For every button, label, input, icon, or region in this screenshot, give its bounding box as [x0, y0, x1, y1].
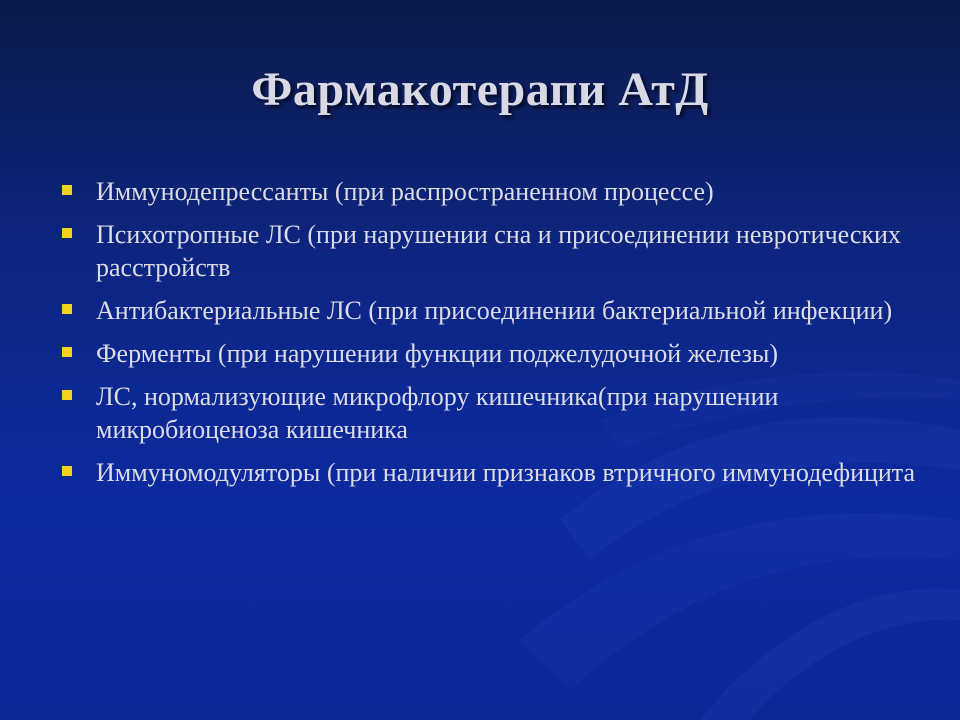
list-item — [60, 175, 920, 208]
square-bullet-icon — [62, 304, 72, 314]
square-bullet-icon — [62, 185, 72, 195]
list-item-text: Ферменты (при нарушении функции поджелудочной железы) — [96, 339, 779, 368]
square-bullet-icon — [62, 466, 72, 476]
list-item — [60, 380, 920, 446]
list-item — [60, 456, 920, 489]
list-item — [60, 337, 920, 370]
list-item-text: Антибактериальные ЛС (при присоединении бактериальной инфекции) — [96, 296, 893, 325]
square-bullet-icon — [62, 347, 72, 357]
list-item — [60, 218, 920, 284]
list-item-text: ЛС, нормализующие микрофлору кишечника(при нарушении микробиоценоза кишечника — [96, 382, 779, 444]
square-bullet-icon — [62, 228, 72, 238]
square-bullet-icon — [62, 390, 72, 400]
bullet-list — [60, 175, 920, 499]
list-item — [60, 294, 920, 327]
list-item-text: Психотропные ЛС (при нарушении сна и присоединении невротических расстройств — [96, 220, 901, 282]
list-item-text: Иммунодепрессанты (при распространенном процессе) — [96, 177, 714, 206]
list-item-text: Иммуномодуляторы (при наличии признаков втричного иммунодефицита — [96, 458, 916, 487]
slide-title: Фармакотерапи АтД — [251, 63, 709, 116]
